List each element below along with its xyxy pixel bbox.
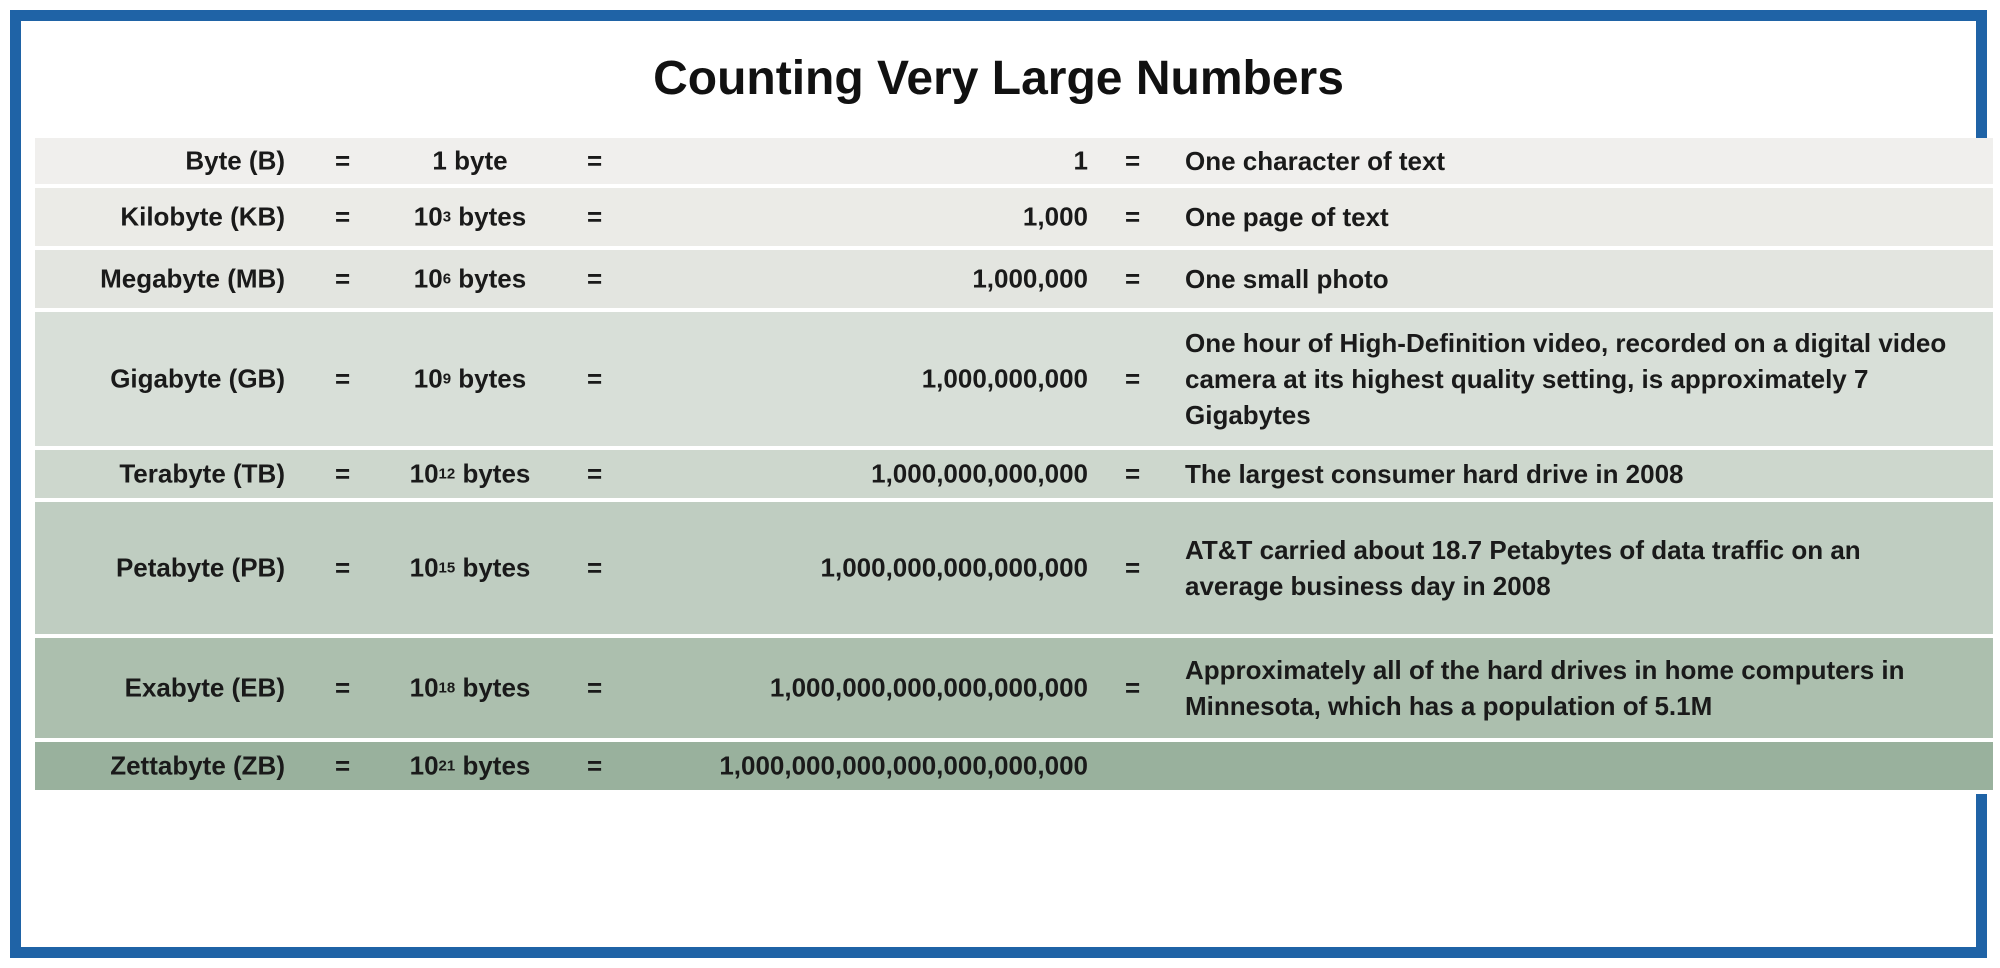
equals-sign: = xyxy=(335,145,351,176)
exponent: 3 xyxy=(442,208,452,226)
unit-name: Byte (B) xyxy=(185,145,285,176)
equals-sign: = xyxy=(1125,145,1141,176)
table-row xyxy=(35,138,1993,188)
unit-name: Kilobyte (KB) xyxy=(120,201,285,232)
equals-sign: = xyxy=(1125,201,1141,232)
unit-name: Terabyte (TB) xyxy=(119,458,285,489)
decimal-value: 1,000,000,000,000,000 xyxy=(820,552,1088,583)
equals-sign: = xyxy=(335,363,351,394)
table-row xyxy=(35,742,1993,794)
unit-description: AT&T carried about 18.7 Petabytes of data traffic on an average business day in 2008 xyxy=(1185,535,1861,601)
unit-name: Megabyte (MB) xyxy=(100,263,285,294)
equals-sign: = xyxy=(587,750,603,781)
unit-description: Approximately all of the hard drives in home computers in Minnesota, which has a population of 5.1M xyxy=(1185,655,1905,721)
table-row xyxy=(35,502,1993,638)
table-row xyxy=(35,250,1993,312)
table-row xyxy=(35,188,1993,250)
unit-name: Petabyte (PB) xyxy=(115,552,285,583)
power-notation: $10^{15}$ bytes xyxy=(409,552,531,583)
equals-sign: = xyxy=(335,263,351,294)
equals-sign: = xyxy=(335,552,351,583)
table-row xyxy=(35,450,1993,502)
equals-sign: = xyxy=(1125,458,1141,489)
table-frame xyxy=(10,10,1987,958)
unit-description: One character of text xyxy=(1185,146,1446,176)
table-row xyxy=(35,638,1993,742)
unit-description: One hour of High-Definition video, recorded on a digital video camera at its highest quality setting, is approximately 7 Gigabytes xyxy=(1185,328,1947,430)
equals-sign: = xyxy=(335,201,351,232)
decimal-value: 1 xyxy=(1073,145,1088,176)
equals-sign: = xyxy=(587,263,603,294)
equals-sign: = xyxy=(1125,552,1141,583)
exponent: 15 xyxy=(438,559,456,577)
exponent: 18 xyxy=(438,679,456,697)
equals-sign: = xyxy=(1125,363,1141,394)
equals-sign: = xyxy=(587,201,603,232)
power-notation: $10^3$ bytes xyxy=(413,201,527,232)
exponent: 6 xyxy=(442,270,452,288)
power-notation: 1 byte xyxy=(432,145,508,176)
table-row xyxy=(35,312,1993,450)
exponent: 21 xyxy=(438,757,456,775)
equals-sign: = xyxy=(587,552,603,583)
equals-sign: = xyxy=(587,145,603,176)
decimal-value: 1,000,000,000,000,000,000 xyxy=(769,672,1088,703)
power-notation: $10^{18}$ bytes xyxy=(409,672,531,703)
equals-sign: = xyxy=(1125,672,1141,703)
decimal-value: 1,000 xyxy=(1022,201,1088,232)
unit-description: The largest consumer hard drive in 2008 xyxy=(1185,459,1684,489)
equals-sign: = xyxy=(335,458,351,489)
unit-name: Zettabyte (ZB) xyxy=(110,750,285,781)
unit-name: Exabyte (EB) xyxy=(124,672,285,703)
unit-description: One page of text xyxy=(1185,202,1389,232)
power-notation: $10^9$ bytes xyxy=(413,363,527,394)
equals-sign: = xyxy=(587,363,603,394)
unit-description: One small photo xyxy=(1185,264,1389,294)
equals-sign: = xyxy=(335,672,351,703)
equals-sign: = xyxy=(587,672,603,703)
exponent: 9 xyxy=(442,370,452,388)
decimal-value: 1,000,000 xyxy=(972,263,1088,294)
power-notation: $10^{12}$ bytes xyxy=(409,458,531,489)
units-table xyxy=(35,138,1993,794)
decimal-value: 1,000,000,000,000,000,000,000 xyxy=(719,750,1088,781)
exponent: 12 xyxy=(438,465,456,483)
page-title: Counting Very Large Numbers xyxy=(653,52,1344,105)
power-notation: $10^6$ bytes xyxy=(413,263,527,294)
decimal-value: 1,000,000,000 xyxy=(921,363,1088,394)
equals-sign: = xyxy=(335,750,351,781)
power-notation: $10^{21}$ bytes xyxy=(409,750,531,781)
equals-sign: = xyxy=(587,458,603,489)
decimal-value: 1,000,000,000,000 xyxy=(871,458,1088,489)
equals-sign: = xyxy=(1125,263,1141,294)
unit-name: Gigabyte (GB) xyxy=(110,363,285,394)
